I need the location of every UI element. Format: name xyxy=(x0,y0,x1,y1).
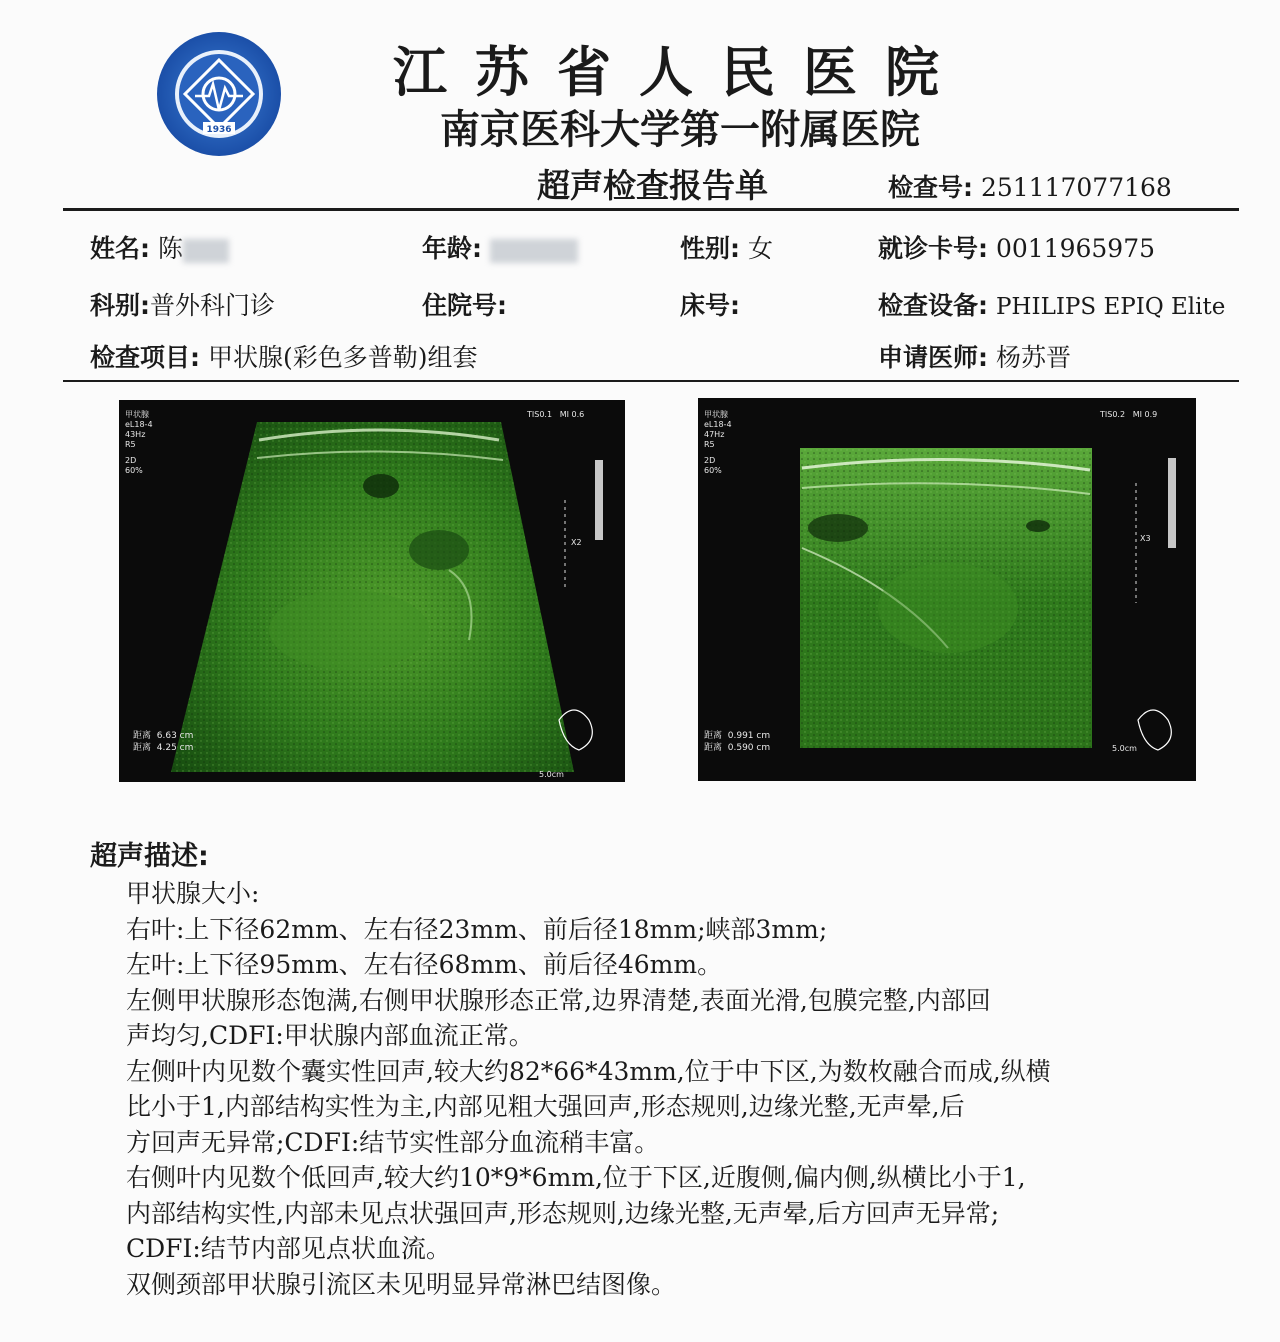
info-divider xyxy=(63,380,1239,382)
description-line: 右侧叶内见数个低回声,较大约10*9*6mm,位于下区,近腹侧,偏内侧,纵横比小于1, xyxy=(126,1163,1026,1192)
distance-value-2: 0.590 cm xyxy=(727,743,771,753)
description-line: 左叶:上下径95mm、左右径68mm、前后径46mm。 xyxy=(126,950,723,979)
description-line: 比小于1,内部结构实性为主,内部见粗大强回声,形态规则,边缘光整,无声晕,后 xyxy=(126,1092,965,1121)
description-title: 超声描述: xyxy=(90,841,209,872)
item-label: 检查项目: xyxy=(90,343,200,372)
patient-gender xyxy=(680,229,773,265)
requesting-doctor xyxy=(878,338,1071,374)
svg-text:1936: 1936 xyxy=(206,125,232,135)
dept-value: 普外科门诊 xyxy=(150,291,276,320)
description-line: 内部结构实性,内部未见点状强回声,形态规则,边缘光整,无声晕,后方回声无异常; xyxy=(126,1198,1000,1228)
card-value: 0011965975 xyxy=(995,234,1156,263)
marker-label: X3 xyxy=(1140,534,1151,543)
rate-label: 47Hz xyxy=(704,430,725,439)
distance-value-1: 6.63 cm xyxy=(156,731,194,741)
name-label: 姓名: xyxy=(90,234,150,263)
description-line: 左侧叶内见数个囊实性回声,较大约82*66*43mm,位于中下区,为数枚融合而成,纵横 xyxy=(126,1056,1051,1086)
ultrasound-image-2 xyxy=(698,398,1196,781)
gain-label: 60% xyxy=(704,466,722,475)
bed-label: 床号: xyxy=(680,291,740,320)
mi-label: MI 0.9 xyxy=(1132,410,1158,419)
description-line: 双侧颈部甲状腺引流区未见明显异常淋巴结图像。 xyxy=(126,1269,677,1299)
bed-number xyxy=(680,286,740,322)
probe-label: eL18-4 xyxy=(125,420,153,429)
description-body xyxy=(126,876,1166,1302)
hospital-name: 江苏省人民医院 xyxy=(393,41,967,104)
depth-label: 5.0cm xyxy=(539,770,564,779)
mode-label: 2D xyxy=(125,456,137,465)
ultrasound-image-1 xyxy=(119,400,625,782)
distance-label: 距离 xyxy=(704,731,723,741)
rate-label: 43Hz xyxy=(125,430,146,439)
item-value: 甲状腺(彩色多普勒)组套 xyxy=(207,343,478,372)
doctor-label: 申请医师: xyxy=(878,343,988,372)
depth-label: 5.0cm xyxy=(1112,744,1137,753)
hospital-logo xyxy=(155,30,283,158)
description-line: 甲状腺大小: xyxy=(126,879,260,908)
distance-value-1: 0.991 cm xyxy=(727,731,771,741)
device-value: PHILIPS EPIQ Elite xyxy=(995,294,1226,320)
probe-label: eL18-4 xyxy=(704,420,732,429)
card-label: 就诊卡号: xyxy=(878,234,988,263)
organ-label: 甲状腺 xyxy=(125,410,149,419)
header-divider xyxy=(63,208,1239,211)
description-line: 声均匀,CDFI:甲状腺内部血流正常。 xyxy=(126,1021,534,1050)
redacted-mark xyxy=(183,239,229,263)
organ-label: 甲状腺 xyxy=(704,410,728,419)
patient-name xyxy=(90,229,229,265)
department xyxy=(90,286,275,322)
gender-value: 女 xyxy=(747,234,773,263)
exam-number-label: 检查号: xyxy=(888,173,973,202)
description-line: 方回声无异常;CDFI:结节实性部分血流稍丰富。 xyxy=(126,1127,660,1157)
rs-label: R5 xyxy=(704,440,715,449)
inpatient-label: 住院号: xyxy=(422,291,507,320)
report-title: 超声检查报告单 xyxy=(537,166,768,205)
description-line: CDFI:结节内部见点状血流。 xyxy=(126,1234,451,1263)
gain-label: 60% xyxy=(125,466,143,475)
gender-label: 性别: xyxy=(680,234,740,263)
distance-label: 距离 xyxy=(704,743,723,753)
doctor-value: 杨苏晋 xyxy=(995,343,1071,372)
inpatient-number xyxy=(422,286,507,322)
tis-label: TIS0.1 xyxy=(527,410,553,419)
dept-label: 科别: xyxy=(90,291,150,320)
distance-label: 距离 xyxy=(133,731,152,741)
exam-item xyxy=(90,338,477,374)
patient-card xyxy=(878,229,1155,265)
description-line: 左侧甲状腺形态饱满,右侧甲状腺形态正常,边界清楚,表面光滑,包膜完整,内部回 xyxy=(126,985,991,1015)
rs-label: R5 xyxy=(125,440,136,449)
mi-label: MI 0.6 xyxy=(559,410,585,419)
redacted-mark xyxy=(490,239,578,263)
distance-label: 距离 xyxy=(133,743,152,753)
tis-label: TIS0.2 xyxy=(1100,410,1126,419)
marker-label: X2 xyxy=(571,538,582,547)
name-value: 陈 xyxy=(157,234,183,263)
patient-age xyxy=(422,229,578,265)
exam-number-value: 251117077168 xyxy=(980,173,1172,202)
exam-device xyxy=(878,286,1225,322)
distance-value-2: 4.25 cm xyxy=(156,743,194,753)
age-label: 年龄: xyxy=(422,234,482,263)
hospital-subname: 南京医科大学第一附属医院 xyxy=(440,107,920,153)
device-label: 检查设备: xyxy=(878,291,988,320)
exam-number xyxy=(888,168,1172,204)
description-line: 右叶:上下径62mm、左右径23mm、前后径18mm;峡部3mm; xyxy=(126,914,828,944)
mode-label: 2D xyxy=(704,456,716,465)
